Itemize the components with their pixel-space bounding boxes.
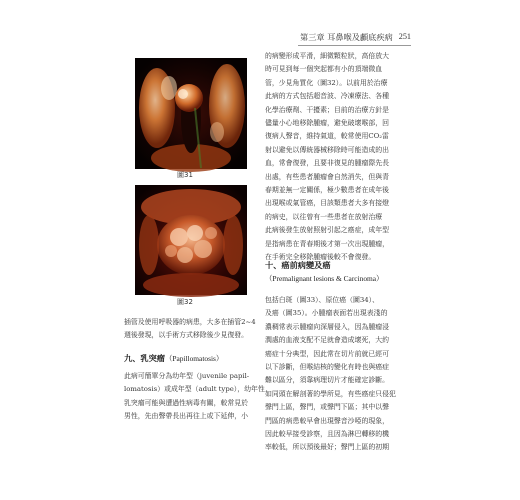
text-line: 的病變形成平滑，細微顆粒狀，高倍放大 [265, 52, 390, 60]
section-nine-title: 九、乳突瘤 [124, 353, 165, 363]
left-column-paragraph [124, 316, 256, 343]
figure-32-caption: 圖32 [177, 298, 193, 306]
text-line: 因此較早接受診察，且因為淋巴轉移的機 [265, 430, 390, 439]
right-column-paragraph [265, 50, 415, 265]
text-line: 化學治療劑、干擾素；目前的治療方針是 [265, 105, 390, 114]
running-header [285, 32, 411, 45]
text-line: 春期並無一定關係，極少數患者在成年後 [265, 186, 390, 195]
text-line: 聲門上區，聲門，或聲門下區；其中以聲 [265, 403, 390, 412]
section-nine-heading [124, 352, 248, 365]
text-line: 復病人聲音，維持氣道，較常使用CO₂雷 [265, 132, 389, 141]
right-column-paragraph-2 [265, 294, 415, 455]
text-line: 出處，有些患者腫瘤會自然消失，但與青 [265, 172, 390, 181]
text-line: 男性，先由聲帶長出再往上或下延伸，小 [124, 412, 249, 421]
laryngoscopy-photo-icon [135, 58, 247, 169]
text-line: 此病後發生放射照射引起之癌症，成年型 [265, 226, 390, 235]
figure-32-photo [135, 185, 247, 295]
text-line: 時可見到每一個突起都有小的頂端微血 [265, 65, 383, 74]
figure-31-caption: 圖31 [177, 171, 193, 179]
text-line: 週後發現，以手術方式移除後少見復發。 [124, 331, 249, 340]
text-line: 潤處的血液支配不足就會造成壞死，大約 [265, 336, 390, 345]
text-line: 管，少見角質化（圖32）。以前用於治療 [265, 78, 388, 87]
chapter-title: 第三章 耳鼻喉及顱底疾病 [300, 32, 393, 42]
left-column-paragraph-2 [124, 370, 265, 424]
text-line: 濃稠常表示腫瘤向深層侵入，因為腫瘤浸 [265, 322, 390, 331]
text-line: 癌症十分典型，因此常在切片前就已經可 [265, 349, 390, 358]
text-line: 率較低，所以預後最好；聲門上區的初期 [265, 443, 390, 452]
text-line: 此病的方式包括超音波、冷凍療法、各種 [265, 92, 390, 101]
section-ten-subtitle: （Premalignant lesions & Carcinoma） [265, 274, 384, 283]
text-line: 射以避免以傳統器械移除時可能造成的出 [265, 145, 390, 154]
section-nine-subtitle: （Papillomatosis） [164, 354, 224, 363]
text-line: 以下診斷，但喉結核的變化有時也與癌症 [265, 363, 390, 372]
figure-31-photo [135, 58, 247, 169]
laryngoscopy-photo-icon [135, 185, 247, 295]
text-line: 血，常會復發，且要非復見的腫瘤際先長 [265, 159, 390, 168]
text-line: 難以區分，須靠病理切片才能確定診斷。 [265, 376, 390, 385]
text-line: 如同頭在解剖著的學所見，有些癌症只侵犯 [265, 389, 396, 398]
text-line: 包括白斑（圖33）、原位癌（圖34）、 [265, 296, 379, 304]
section-ten-title: 十、癌前病變及癌 [265, 260, 331, 270]
text-line: 在手術完全移除腫瘤後較不會復發。 [265, 253, 376, 262]
text-line: 是指病患在青春期後才第一次出現腫瘤， [265, 239, 390, 248]
text-line: 插管及使用呼吸器的病患，大多在插管2~4 [124, 318, 256, 326]
text-line: 此病可簡單分為幼年型（juvenile papil- [124, 372, 250, 380]
text-line: 及癌（圖35）。小腫瘤表面若出現表淺的 [265, 309, 388, 318]
text-line: lomatosis）或成年型（adult type），幼年性 [124, 385, 265, 394]
text-line: 出現喉或氣管癌，目該類患者大多有接燈 [265, 199, 390, 208]
text-line: 的病史，以往曾有一些患者在放射治療 [265, 212, 383, 221]
page-number: 251 [398, 32, 411, 41]
text-line: 乳突瘤可能與遭過性病毒有關，較常見於 [124, 398, 249, 407]
section-ten-heading [265, 259, 415, 285]
text-line: 門區的病患較早會出現聲音沙啞的現象， [265, 416, 390, 425]
text-line: 儘量小心地移除腫瘤，避免破壞喉部，回 [265, 119, 390, 128]
header-rule [298, 45, 411, 46]
